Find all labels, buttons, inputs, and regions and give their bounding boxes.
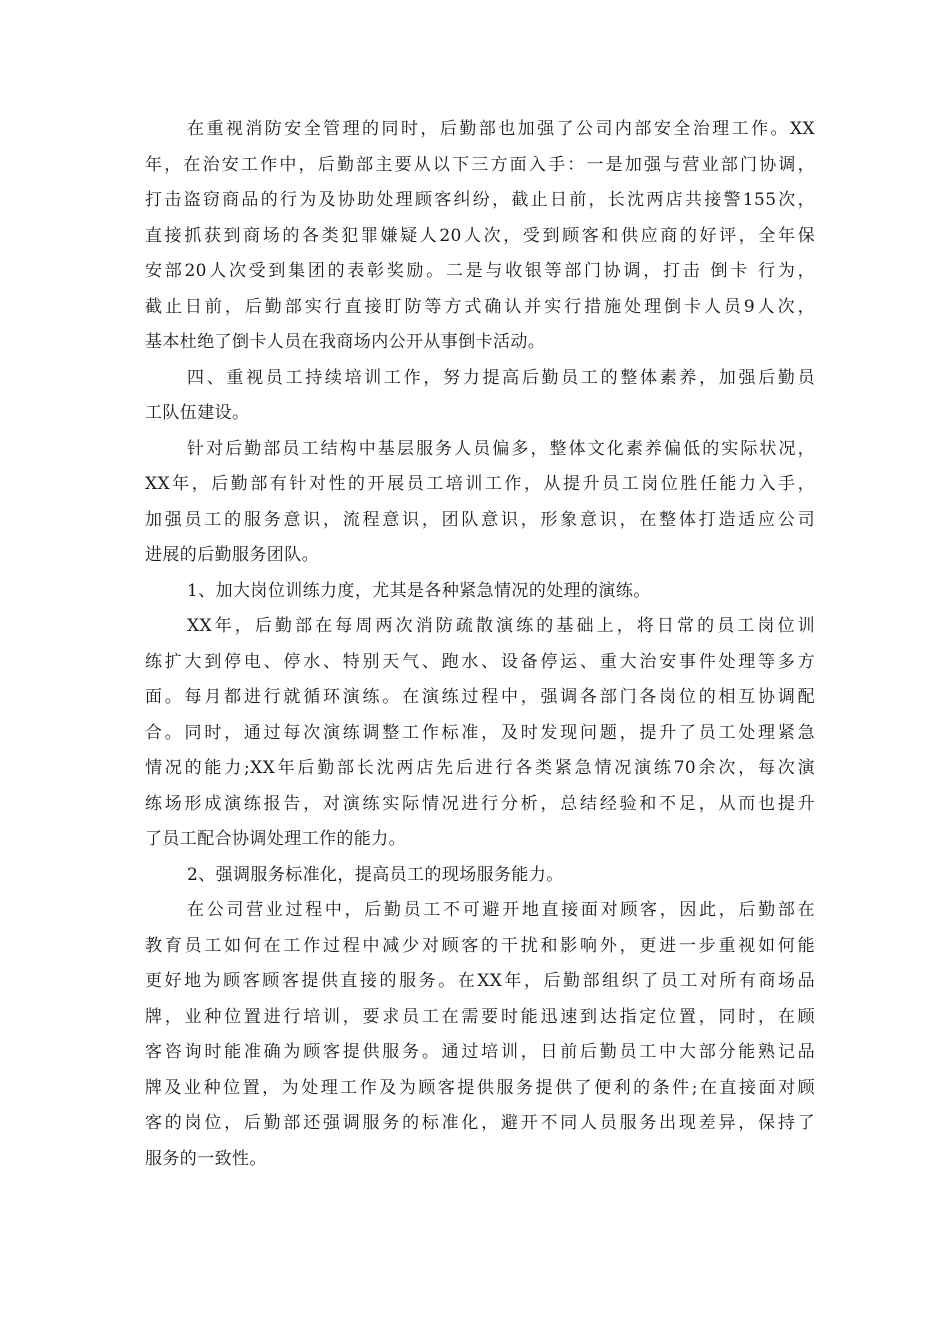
text-line: 在重视消防安全管理的同时，后勤部也加强了公司内部安全治理工作。XX	[187, 119, 815, 139]
text-line: 了员工配合协调处理工作的能力。	[145, 829, 406, 849]
text-line: 年，在治安工作中，后勤部主要从以下三方面入手：一是加强与营业部门协调，	[145, 154, 815, 175]
document-body	[145, 112, 815, 1177]
text-line: 1、加大岗位训练力度，尤其是各种紧急情况的处理的演练。	[187, 580, 651, 601]
text-line: 加强员工的服务意识，流程意识，团队意识，形象意识，在整体打造适应公司	[145, 509, 815, 530]
text-line: 基本杜绝了倒卡人员在我商场内公开从事倒卡活动。	[145, 332, 546, 352]
text-line: 直接抓获到商场的各类犯罪嫌疑人20人次，受到顾客和供应商的好评，全年保	[145, 225, 815, 246]
text-line: 进展的后勤服务团队。	[145, 545, 319, 565]
text-line: 服务的一致性。	[145, 1148, 267, 1169]
text-line: 牌，业种位置进行培训，要求员工在需要时能迅速到达指定位置，同时，在顾	[145, 1006, 815, 1027]
text-line: 合。同时，通过每次演练调整工作标准，及时发现问题，提升了员工处理紧急	[145, 722, 815, 743]
text-line: 教育员工如何在工作过程中减少对顾客的干扰和影响外，更进一步重视如何能	[145, 935, 815, 956]
text-line: 面。每月都进行就循环演练。在演练过程中，强调各部门各岗位的相互协调配	[145, 687, 815, 707]
text-line: 情况的能力;XX年后勤部长沈两店先后进行各类紧急情况演练70余次，每次演	[145, 758, 815, 778]
text-line: XX年，后勤部有针对性的开展员工培训工作，从提升员工岗位胜任能力入手，	[145, 474, 815, 494]
text-line: 截止日前，后勤部实行直接盯防等方式确认并实行措施处理倒卡人员9人次，	[145, 296, 815, 317]
text-line: 安部20人次受到集团的表彰奖励。二是与收银等部门协调，打击 倒卡 行为，	[145, 261, 815, 281]
text-line: 针对后勤部员工结构中基层服务人员偏多，整体文化素养偏低的实际状况，	[187, 438, 815, 459]
text-line: 2、强调服务标准化，提高员工的现场服务能力。	[187, 864, 564, 885]
text-line: XX年，后勤部在每周两次消防疏散演练的基础上，将日常的员工岗位训	[187, 616, 815, 636]
text-line: 练扩大到停电、停水、特别天气、跑水、设备停运、重大治安事件处理等多方	[145, 651, 815, 672]
text-line: 客的岗位，后勤部还强调服务的标准化，避开不同人员服务出现差异，保持了	[145, 1113, 815, 1133]
text-line: 练场形成演练报告，对演练实际情况进行分析，总结经验和不足，从而也提升	[145, 793, 815, 814]
text-line: 工队伍建设。	[145, 403, 250, 423]
text-line: 牌及业种位置，为处理工作及为顾客提供服务提供了便利的条件;在直接面对顾	[145, 1077, 815, 1098]
text-line: 更好地为顾客顾客提供直接的服务。在XX年，后勤部组织了员工对所有商场品	[145, 971, 815, 991]
text-line: 四、重视员工持续培训工作，努力提高后勤员工的整体素养，加强后勤员	[187, 367, 815, 388]
text-line: 客咨询时能准确为顾客提供服务。通过培训，日前后勤员工中大部分能熟记品	[145, 1042, 815, 1062]
text-line: 在公司营业过程中，后勤员工不可避开地直接面对顾客，因此，后勤部在	[187, 900, 815, 920]
text-line: 打击盗窃商品的行为及协助处理顾客纠纷，截止日前，长沈两店共接警155次，	[145, 190, 815, 210]
